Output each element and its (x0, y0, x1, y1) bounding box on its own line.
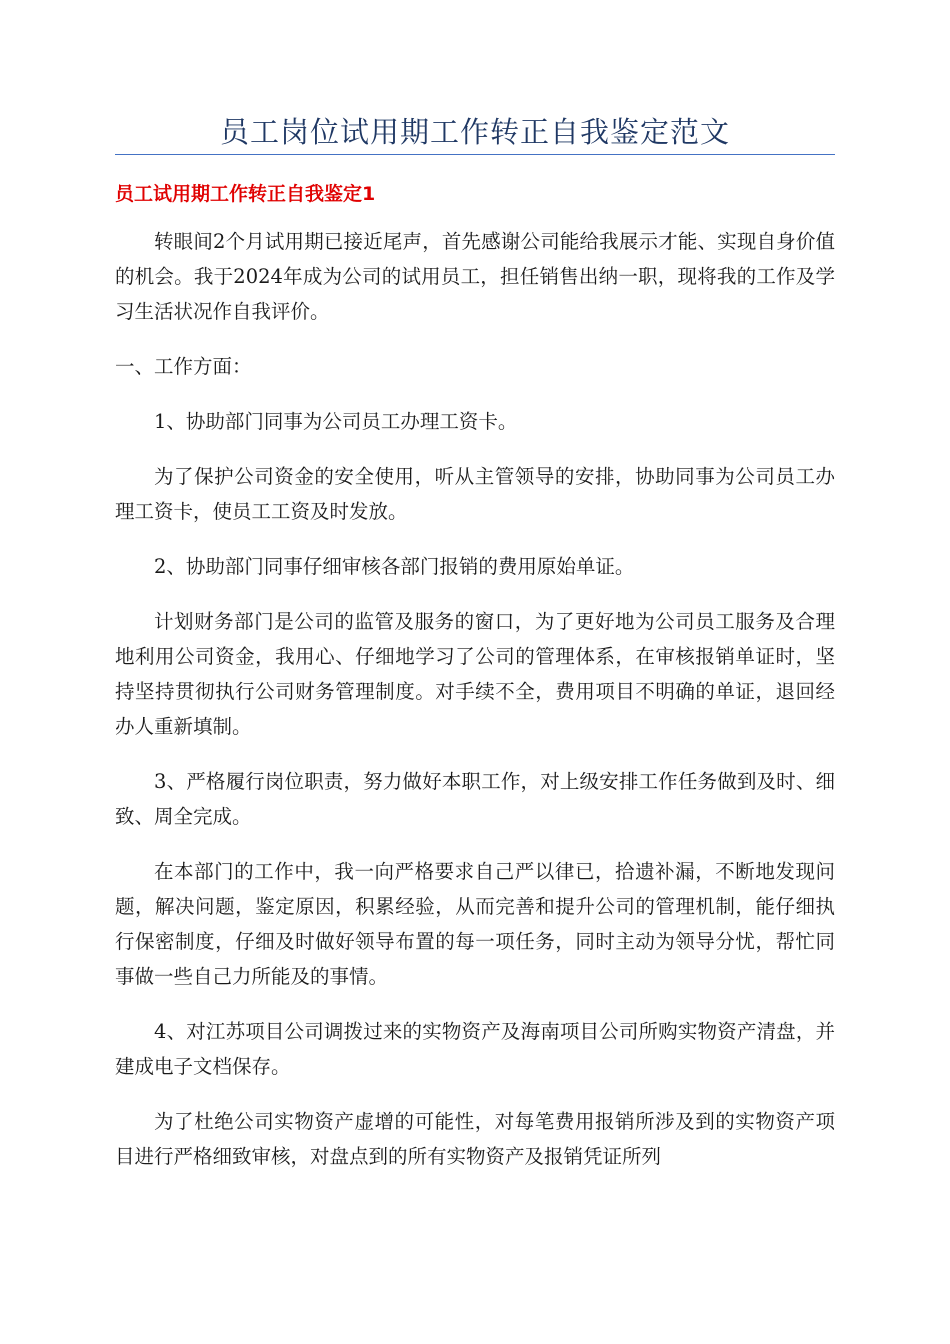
title-underline (115, 154, 835, 155)
paragraph-1: 为了保护公司资金的安全使用，听从主管领导的安排，协助同事为公司员工办理工资卡，使员工工资及时发放。 (115, 465, 835, 523)
section-heading: 员工试用期工作转正自我鉴定1 (115, 183, 376, 205)
document-title: 员工岗位试用期工作转正自我鉴定范文 (219, 115, 730, 149)
list-item-2: 2、协助部门同事仔细审核各部门报销的费用原始单证。 (154, 555, 635, 578)
paragraph-4: 为了杜绝公司实物资产虚增的可能性，对每笔费用报销所涉及到的实物资产项目进行严格细致审核，对盘点到的所有实物资产及报销凭证所列 (115, 1110, 835, 1168)
paragraph-2: 计划财务部门是公司的监管及服务的窗口，为了更好地为公司员工服务及合理地利用公司资金，我用心、仔细地学习了公司的管理体系，在审核报销单证时，坚持坚持贯彻执行公司财务管理制度。对手续不全，费用项目不明确的单证，退回经办人重新填制。 (115, 610, 835, 738)
paragraph-3: 在本部门的工作中，我一向严格要求自己严以律已，拾遗补漏，不断地发现问题，解决问题，鉴定原因，积累经验，从而完善和提升公司的管理机制，能仔细执行保密制度，仔细及时做好领导布置的每一项任务，同时主动为领导分忧，帮忙同事做一些自己力所能及的事情。 (115, 860, 835, 988)
list-item-4: 4、对江苏项目公司调拨过来的实物资产及海南项目公司所购实物资产清盘，并建成电子文档保存。 (115, 1020, 835, 1078)
paragraph-intro: 转眼间2个月试用期已接近尾声，首先感谢公司能给我展示才能、实现自身价值的机会。我于2024年成为公司的试用员工，担任销售出纳一职，现将我的工作及学习生活状况作自我评价。 (115, 230, 835, 323)
list-item-3: 3、严格履行岗位职责，努力做好本职工作，对上级安排工作任务做到及时、细致、周全完成。 (115, 770, 835, 828)
document-body (115, 224, 835, 1194)
subheading-work: 一、工作方面： (115, 355, 252, 378)
list-item-1: 1、协助部门同事为公司员工办理工资卡。 (154, 410, 518, 433)
